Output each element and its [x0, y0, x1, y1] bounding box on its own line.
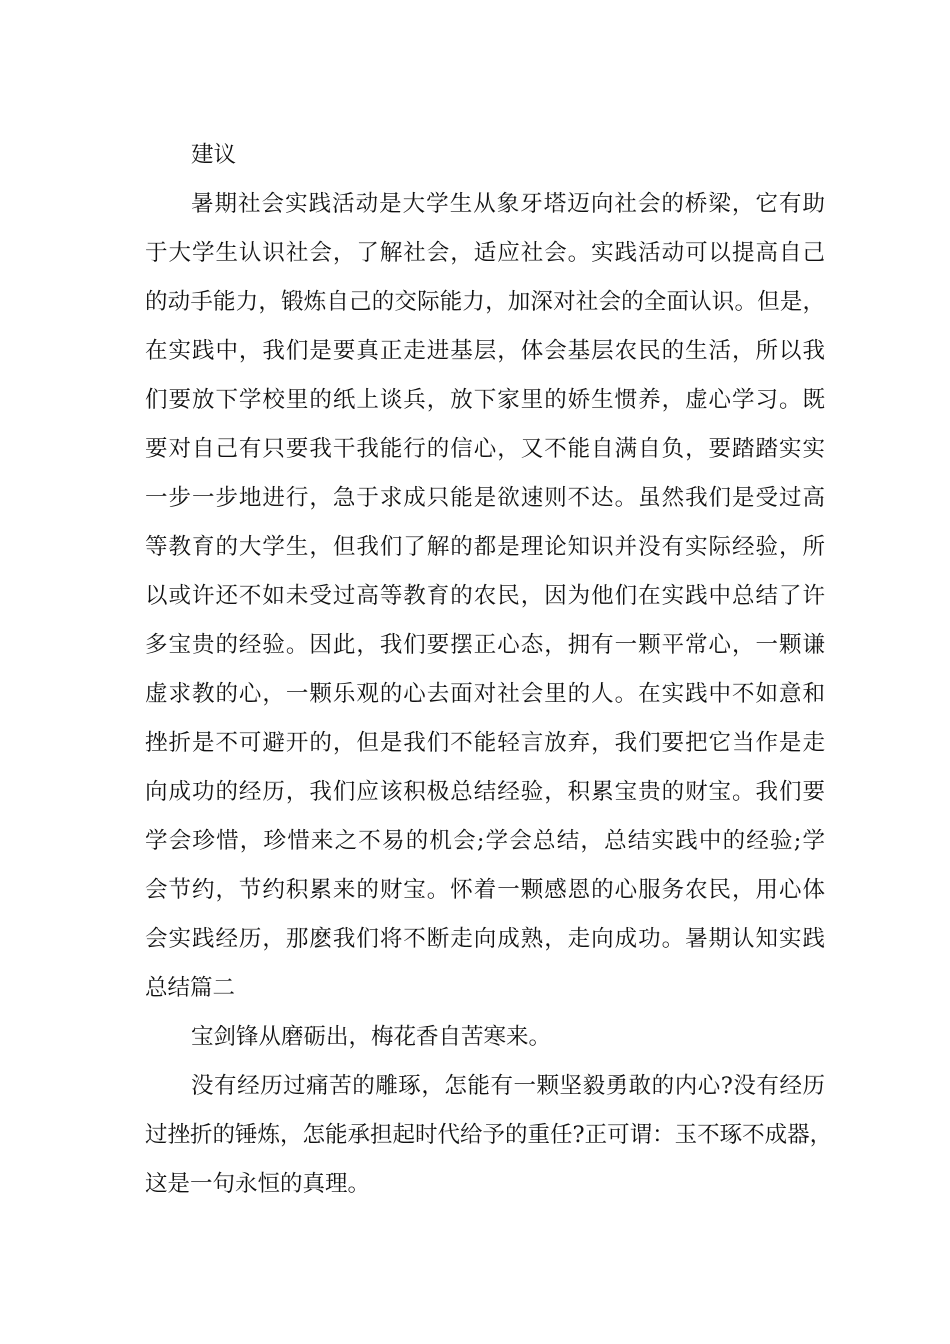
text-line: 等教育的大学生，但我们了解的都是理论知识并没有实际经验，所 [145, 534, 825, 560]
text-line: 宝剑锋从磨砺出，梅花香自苦寒来。 [191, 1024, 552, 1050]
text-line: 多宝贵的经验。因此，我们要摆正心态，拥有一颗平常心，一颗谦 [145, 632, 825, 658]
text-line: 向成功的经历，我们应该积极总结经验，积累宝贵的财宝。我们要 [145, 779, 825, 805]
text-line: 学会珍惜，珍惜来之不易的机会;学会总结，总结实践中的经验;学 [145, 828, 825, 854]
text-line: 们要放下学校里的纸上谈兵，放下家里的娇生惯养，虚心学习。既 [145, 387, 825, 413]
text-line: 的动手能力，锻炼自己的交际能力，加深对社会的全面认识。但是， [145, 289, 825, 315]
text-line: 会实践经历，那麽我们将不断走向成熟，走向成功。暑期认知实践 [145, 926, 825, 952]
text-line: 以或许还不如未受过高等教育的农民，因为他们在实践中总结了许 [145, 583, 825, 609]
text-line: 暑期社会实践活动是大学生从象牙塔迈向社会的桥梁，它有助 [191, 191, 825, 217]
text-line: 虚求教的心，一颗乐观的心去面对社会里的人。在实践中不如意和 [145, 681, 825, 707]
text-line: 一步一步地进行，急于求成只能是欲速则不达。虽然我们是受过高 [145, 485, 825, 511]
text-line: 这是一句永恒的真理。 [145, 1171, 371, 1197]
text-line: 要对自己有只要我干我能行的信心，又不能自满自负，要踏踏实实 [145, 436, 825, 462]
text-line: 挫折是不可避开的，但是我们不能轻言放弃，我们要把它当作是走 [145, 730, 825, 756]
document-body [145, 131, 833, 1209]
text-line: 会节约，节约积累来的财宝。怀着一颗感恩的心服务农民，用心体 [145, 877, 825, 903]
text-line: 在实践中，我们是要真正走进基层，体会基层农民的生活，所以我 [145, 338, 825, 364]
text-line: 过挫折的锤炼，怎能承担起时代给予的重任?正可谓：玉不琢不成器， [145, 1122, 833, 1148]
text-line: 建议 [191, 142, 237, 168]
text-line: 于大学生认识社会，了解社会，适应社会。实践活动可以提高自己 [145, 240, 825, 266]
text-line: 没有经历过痛苦的雕琢，怎能有一颗坚毅勇敢的内心?没有经历 [191, 1073, 825, 1099]
text-line: 总结篇二 [145, 975, 236, 1001]
